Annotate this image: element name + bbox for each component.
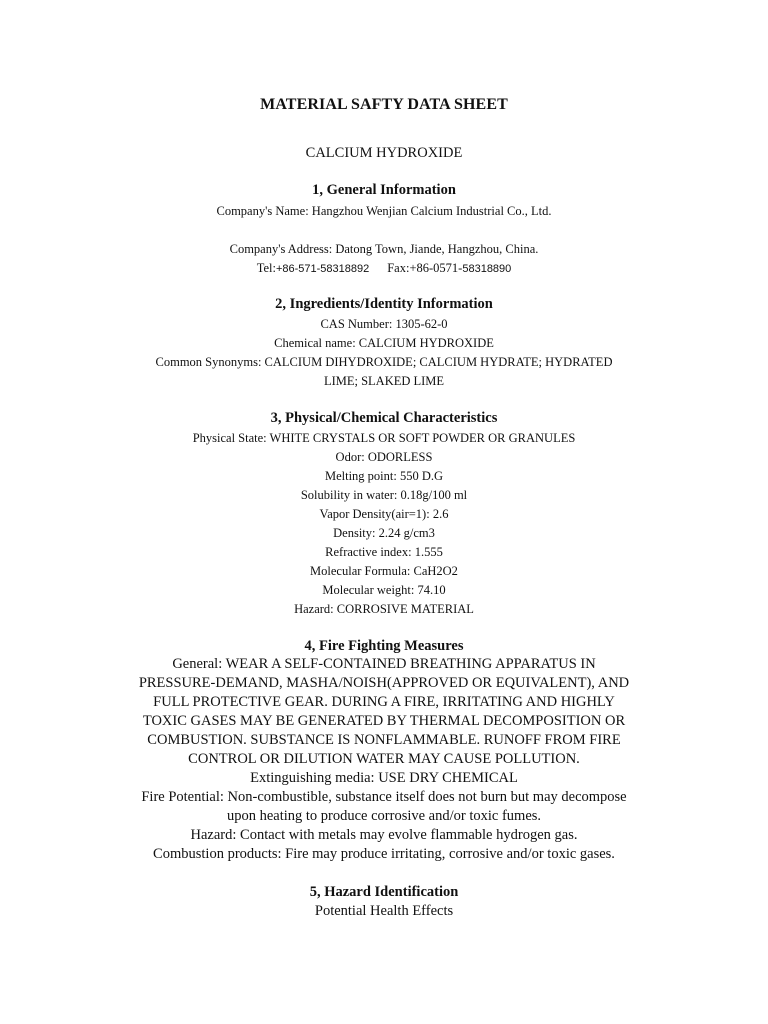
section-5-heading: 5, Hazard Identification (309, 884, 459, 900)
fax-number-prefix: +86-0571- (409, 261, 463, 275)
physical-state-line: Physical State: WHITE CRYSTALS OR SOFT POWDER OR GRANULES (192, 431, 576, 445)
section-5-body (0, 902, 768, 921)
refractive-index-line: Refractive index: 1.555 (325, 545, 443, 559)
combustion-products-line: Combustion products: Fire may produce irritating, corrosive and/or toxic gases. (153, 846, 615, 862)
blank-line (0, 221, 768, 240)
melting-point-line: Melting point: 550 D.G (324, 469, 444, 483)
synonyms-line-continued: LIME; SLAKED LIME (323, 374, 445, 388)
fire-general-line-5: COMBUSTION. SUBSTANCE IS NONFLAMMABLE. RUNOFF FROM FIRE (147, 732, 621, 748)
extinguishing-media-line: Extinguishing media: USE DRY CHEMICAL (250, 770, 518, 786)
odor-line: Odor: ODORLESS (335, 450, 433, 464)
fax-label: Fax: (387, 261, 410, 275)
hazard-line: Hazard: CORROSIVE MATERIAL (294, 602, 474, 616)
fire-general-line-6: CONTROL OR DILUTION WATER MAY CAUSE POLLUTION. (188, 751, 580, 767)
molecular-weight-line: Molecular weight: 74.10 (322, 583, 446, 597)
fire-potential-line-2: upon heating to produce corrosive and/or toxic fumes. (226, 808, 542, 824)
solubility-line: Solubility in water: 0.18g/100 ml (300, 488, 468, 502)
section-3-body (0, 429, 768, 619)
vapor-density-line: Vapor Density(air=1): 2.6 (319, 507, 449, 521)
chemical-name-line: Chemical name: CALCIUM HYDROXIDE (274, 336, 494, 350)
fire-hazard-line: Hazard: Contact with metals may evolve flammable hydrogen gas. (190, 827, 578, 843)
document-subtitle: CALCIUM HYDROXIDE (305, 145, 463, 161)
fire-general-line-2: PRESSURE-DEMAND, MASHA/NOISH(APPROVED OR EQUIVALENT), AND (138, 675, 630, 691)
section-1-heading: 1, General Information (312, 182, 456, 198)
company-address-line: Company's Address: Datong Town, Jiande, Hangzhou, China. (229, 242, 539, 256)
tel-number: +86-571-58318892 (275, 263, 370, 275)
fire-general-line-1: General: WEAR A SELF-CONTAINED BREATHING APPARATUS IN (172, 656, 596, 672)
section-4-heading: 4, Fire Fighting Measures (304, 638, 464, 654)
tel-label: Tel: (256, 261, 276, 275)
fire-general-line-3: FULL PROTECTIVE GEAR. DURING A FIRE, IRRITATING AND HIGHLY (153, 694, 615, 710)
synonyms-line: Common Synonyms: CALCIUM DIHYDROXIDE; CALCIUM HYDRATE; HYDRATED (155, 355, 613, 369)
fire-general-line-4: TOXIC GASES MAY BE GENERATED BY THERMAL DECOMPOSITION OR (142, 713, 626, 729)
density-line: Density: 2.24 g/cm3 (333, 526, 435, 540)
fax-number-suffix: 58318890 (462, 263, 512, 275)
molecular-formula-line: Molecular Formula: CaH2O2 (310, 564, 458, 578)
cas-number-line: CAS Number: 1305-62-0 (320, 317, 448, 331)
section-3-heading: 3, Physical/Chemical Characteristics (270, 410, 498, 426)
section-4-body (0, 655, 768, 864)
company-name-line: Company's Name: Hangzhou Wenjian Calcium Industrial Co., Ltd. (216, 204, 552, 218)
contact-line (0, 259, 768, 278)
section-2-heading: 2, Ingredients/Identity Information (275, 296, 493, 312)
potential-health-effects-line: Potential Health Effects (314, 903, 454, 919)
section-2-body (0, 315, 768, 391)
fire-potential-line-1: Fire Potential: Non-combustible, substance itself does not burn but may decompose (141, 789, 627, 805)
document-title: MATERIAL SAFTY DATA SHEET (260, 96, 508, 113)
section-1-body (0, 202, 768, 278)
